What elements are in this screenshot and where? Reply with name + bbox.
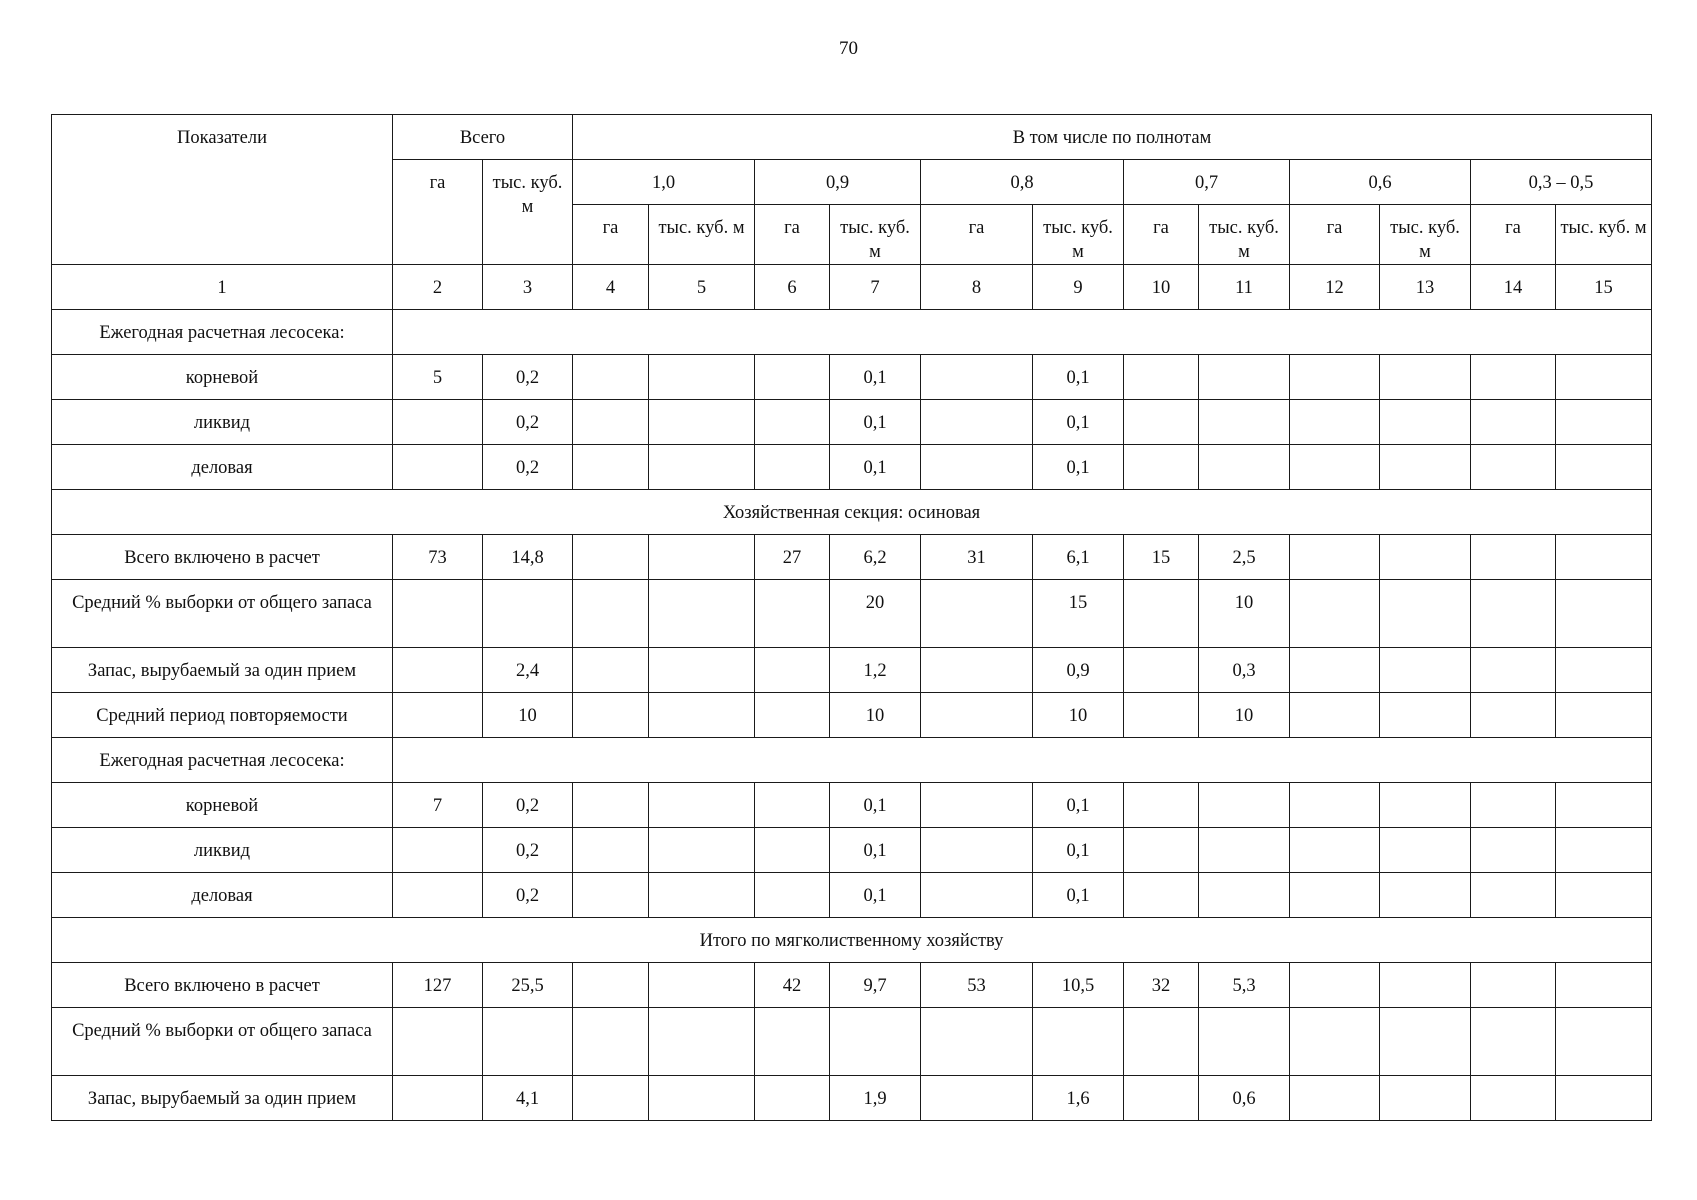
value-cell xyxy=(755,355,830,400)
value-cell xyxy=(1471,783,1556,828)
value-cell xyxy=(1556,1008,1652,1076)
header-total-volume: тыс. куб. м xyxy=(483,160,573,265)
table-row xyxy=(52,355,1652,400)
header-by-density: В том числе по полнотам xyxy=(573,115,1652,160)
value-cell xyxy=(1556,648,1652,693)
value-cell xyxy=(649,445,755,490)
value-cell xyxy=(755,580,830,648)
value-cell xyxy=(1471,445,1556,490)
value-cell: 2,4 xyxy=(483,648,573,693)
value-cell xyxy=(1556,783,1652,828)
value-cell xyxy=(1471,873,1556,918)
value-cell xyxy=(1033,1008,1124,1076)
column-number: 4 xyxy=(573,265,649,310)
table-row xyxy=(52,648,1652,693)
value-cell xyxy=(755,648,830,693)
value-cell xyxy=(393,580,483,648)
header-unit-volume: тыс. куб. м xyxy=(1556,205,1652,265)
table-row xyxy=(52,1076,1652,1121)
value-cell: 4,1 xyxy=(483,1076,573,1121)
value-cell xyxy=(483,1008,573,1076)
row-label: корневой xyxy=(52,783,393,828)
value-cell: 0,1 xyxy=(830,355,921,400)
value-cell xyxy=(573,873,649,918)
value-cell: 53 xyxy=(921,963,1033,1008)
value-cell xyxy=(573,400,649,445)
value-cell xyxy=(1556,580,1652,648)
value-cell xyxy=(1290,355,1380,400)
value-cell: 0,2 xyxy=(483,355,573,400)
value-cell xyxy=(1124,355,1199,400)
column-number: 7 xyxy=(830,265,921,310)
value-cell: 15 xyxy=(1033,580,1124,648)
header-total-ha: га xyxy=(393,160,483,265)
value-cell xyxy=(755,783,830,828)
header-density-0-3-0-5: 0,3 – 0,5 xyxy=(1471,160,1652,205)
value-cell: 10,5 xyxy=(1033,963,1124,1008)
value-cell xyxy=(649,873,755,918)
header-unit-ha: га xyxy=(1124,205,1199,265)
value-cell xyxy=(755,400,830,445)
value-cell xyxy=(1471,963,1556,1008)
value-cell: 0,1 xyxy=(830,445,921,490)
header-unit-ha: га xyxy=(755,205,830,265)
value-cell: 1,9 xyxy=(830,1076,921,1121)
value-cell: 10 xyxy=(483,693,573,738)
value-cell xyxy=(1199,873,1290,918)
value-cell xyxy=(1556,355,1652,400)
table-row xyxy=(52,918,1652,963)
value-cell xyxy=(1380,963,1471,1008)
value-cell xyxy=(1124,580,1199,648)
value-cell xyxy=(649,1076,755,1121)
value-cell xyxy=(1556,828,1652,873)
value-cell xyxy=(1124,1076,1199,1121)
value-cell xyxy=(393,400,483,445)
value-cell xyxy=(921,693,1033,738)
value-cell xyxy=(1471,1076,1556,1121)
value-cell xyxy=(573,648,649,693)
value-cell xyxy=(1290,783,1380,828)
value-cell xyxy=(1380,693,1471,738)
value-cell xyxy=(649,783,755,828)
value-cell xyxy=(1199,783,1290,828)
value-cell xyxy=(1471,580,1556,648)
value-cell: 127 xyxy=(393,963,483,1008)
column-number: 12 xyxy=(1290,265,1380,310)
table-row xyxy=(52,535,1652,580)
value-cell: 0,1 xyxy=(1033,783,1124,828)
value-cell: 20 xyxy=(830,580,921,648)
value-cell: 27 xyxy=(755,535,830,580)
value-cell: 15 xyxy=(1124,535,1199,580)
value-cell xyxy=(1556,873,1652,918)
header-unit-volume: тыс. куб. м xyxy=(1199,205,1290,265)
value-cell xyxy=(573,828,649,873)
value-cell: 0,2 xyxy=(483,783,573,828)
value-cell xyxy=(649,400,755,445)
value-cell xyxy=(1556,400,1652,445)
value-cell xyxy=(573,580,649,648)
column-number: 10 xyxy=(1124,265,1199,310)
value-cell: 0,2 xyxy=(483,400,573,445)
table-row xyxy=(52,580,1652,648)
header-unit-volume: тыс. куб. м xyxy=(1380,205,1471,265)
value-cell xyxy=(1471,400,1556,445)
header-density-0-9: 0,9 xyxy=(755,160,921,205)
value-cell xyxy=(1290,535,1380,580)
column-number: 1 xyxy=(52,265,393,310)
value-cell: 42 xyxy=(755,963,830,1008)
value-cell xyxy=(1199,400,1290,445)
column-number: 8 xyxy=(921,265,1033,310)
value-cell xyxy=(921,1008,1033,1076)
value-cell: 0,6 xyxy=(1199,1076,1290,1121)
value-cell xyxy=(921,445,1033,490)
value-cell: 2,5 xyxy=(1199,535,1290,580)
table-row xyxy=(52,1008,1652,1076)
value-cell: 0,1 xyxy=(830,400,921,445)
row-label: Средний % выборки от общего запаса xyxy=(52,1008,393,1076)
column-number: 11 xyxy=(1199,265,1290,310)
forest-density-table xyxy=(51,114,1652,1121)
value-cell xyxy=(1380,873,1471,918)
value-cell xyxy=(1124,783,1199,828)
value-cell xyxy=(649,693,755,738)
value-cell xyxy=(1290,400,1380,445)
table-row xyxy=(52,828,1652,873)
row-label: Запас, вырубаемый за один прием xyxy=(52,648,393,693)
value-cell xyxy=(1124,873,1199,918)
row-label: Ежегодная расчетная лесосека: xyxy=(52,738,393,783)
value-cell xyxy=(1290,873,1380,918)
value-cell xyxy=(649,580,755,648)
value-cell xyxy=(1124,648,1199,693)
header-indicators: Показатели xyxy=(52,115,393,265)
value-cell xyxy=(1124,400,1199,445)
value-cell: 25,5 xyxy=(483,963,573,1008)
value-cell xyxy=(1471,1008,1556,1076)
row-label: ликвид xyxy=(52,828,393,873)
column-number: 13 xyxy=(1380,265,1471,310)
value-cell xyxy=(573,445,649,490)
empty-span-cell xyxy=(393,738,1652,783)
value-cell xyxy=(1380,355,1471,400)
value-cell: 0,9 xyxy=(1033,648,1124,693)
row-label: Ежегодная расчетная лесосека: xyxy=(52,310,393,355)
header-unit-volume: тыс. куб. м xyxy=(1033,205,1124,265)
header-unit-volume: тыс. куб. м xyxy=(649,205,755,265)
value-cell xyxy=(1380,1076,1471,1121)
value-cell xyxy=(573,355,649,400)
value-cell xyxy=(1471,693,1556,738)
value-cell xyxy=(1199,1008,1290,1076)
table-row xyxy=(52,783,1652,828)
value-cell: 9,7 xyxy=(830,963,921,1008)
section-heading: Хозяйственная секция: осиновая xyxy=(52,490,1652,535)
value-cell xyxy=(573,1076,649,1121)
value-cell xyxy=(1380,1008,1471,1076)
value-cell: 31 xyxy=(921,535,1033,580)
value-cell: 1,6 xyxy=(1033,1076,1124,1121)
value-cell: 73 xyxy=(393,535,483,580)
value-cell xyxy=(649,963,755,1008)
value-cell xyxy=(393,1076,483,1121)
value-cell: 0,2 xyxy=(483,873,573,918)
table-row xyxy=(52,873,1652,918)
value-cell xyxy=(921,1076,1033,1121)
header-unit-ha: га xyxy=(921,205,1033,265)
row-label: Средний период повторяемости xyxy=(52,693,393,738)
value-cell xyxy=(1124,1008,1199,1076)
value-cell xyxy=(1556,963,1652,1008)
value-cell: 0,2 xyxy=(483,445,573,490)
value-cell xyxy=(755,693,830,738)
value-cell xyxy=(755,1076,830,1121)
value-cell xyxy=(1290,445,1380,490)
value-cell xyxy=(1556,693,1652,738)
value-cell xyxy=(649,1008,755,1076)
header-unit-volume: тыс. куб. м xyxy=(830,205,921,265)
value-cell xyxy=(573,693,649,738)
value-cell xyxy=(921,648,1033,693)
value-cell xyxy=(1556,1076,1652,1121)
value-cell xyxy=(1556,445,1652,490)
value-cell xyxy=(1556,535,1652,580)
value-cell xyxy=(921,783,1033,828)
table-row xyxy=(52,490,1652,535)
value-cell: 10 xyxy=(1033,693,1124,738)
value-cell xyxy=(1290,1076,1380,1121)
row-label: деловая xyxy=(52,873,393,918)
value-cell xyxy=(921,400,1033,445)
value-cell xyxy=(1290,693,1380,738)
value-cell: 5,3 xyxy=(1199,963,1290,1008)
value-cell xyxy=(393,1008,483,1076)
value-cell: 0,1 xyxy=(830,873,921,918)
header-density-0-7: 0,7 xyxy=(1124,160,1290,205)
table-row xyxy=(52,738,1652,783)
value-cell xyxy=(573,963,649,1008)
header-total: Всего xyxy=(393,115,573,160)
value-cell: 0,1 xyxy=(830,828,921,873)
header-density-0-6: 0,6 xyxy=(1290,160,1471,205)
value-cell xyxy=(1199,828,1290,873)
table-row xyxy=(52,445,1652,490)
value-cell xyxy=(573,535,649,580)
column-number: 3 xyxy=(483,265,573,310)
value-cell xyxy=(1290,648,1380,693)
section-heading: Итого по мягколиственному хозяйству xyxy=(52,918,1652,963)
value-cell xyxy=(755,1008,830,1076)
value-cell xyxy=(755,873,830,918)
header-density-0-8: 0,8 xyxy=(921,160,1124,205)
value-cell xyxy=(1199,355,1290,400)
column-number: 9 xyxy=(1033,265,1124,310)
value-cell: 7 xyxy=(393,783,483,828)
value-cell: 10 xyxy=(830,693,921,738)
value-cell xyxy=(1471,535,1556,580)
row-label: Всего включено в расчет xyxy=(52,535,393,580)
value-cell xyxy=(1380,445,1471,490)
value-cell xyxy=(1380,783,1471,828)
value-cell: 6,2 xyxy=(830,535,921,580)
table-row xyxy=(52,693,1652,738)
empty-span-cell xyxy=(393,310,1652,355)
table-row xyxy=(52,963,1652,1008)
value-cell xyxy=(1290,580,1380,648)
value-cell xyxy=(393,648,483,693)
value-cell xyxy=(1471,828,1556,873)
value-cell xyxy=(649,648,755,693)
value-cell xyxy=(1471,648,1556,693)
column-number: 5 xyxy=(649,265,755,310)
value-cell: 0,1 xyxy=(1033,355,1124,400)
value-cell: 14,8 xyxy=(483,535,573,580)
row-label: деловая xyxy=(52,445,393,490)
value-cell: 1,2 xyxy=(830,648,921,693)
value-cell xyxy=(1124,828,1199,873)
row-label: корневой xyxy=(52,355,393,400)
table-row xyxy=(52,310,1652,355)
value-cell: 0,1 xyxy=(830,783,921,828)
value-cell xyxy=(1380,535,1471,580)
value-cell xyxy=(1124,445,1199,490)
value-cell xyxy=(393,828,483,873)
value-cell xyxy=(921,873,1033,918)
value-cell xyxy=(1380,828,1471,873)
column-number: 2 xyxy=(393,265,483,310)
value-cell xyxy=(830,1008,921,1076)
value-cell xyxy=(649,828,755,873)
row-label: Запас, вырубаемый за один прием xyxy=(52,1076,393,1121)
column-number: 15 xyxy=(1556,265,1652,310)
value-cell: 10 xyxy=(1199,580,1290,648)
column-number: 14 xyxy=(1471,265,1556,310)
header-unit-ha: га xyxy=(1471,205,1556,265)
value-cell xyxy=(393,873,483,918)
value-cell xyxy=(483,580,573,648)
value-cell xyxy=(1471,355,1556,400)
value-cell xyxy=(921,355,1033,400)
table-row xyxy=(52,400,1652,445)
value-cell xyxy=(1290,1008,1380,1076)
value-cell: 0,1 xyxy=(1033,445,1124,490)
value-cell xyxy=(1124,693,1199,738)
value-cell xyxy=(1380,580,1471,648)
value-cell: 10 xyxy=(1199,693,1290,738)
value-cell xyxy=(573,1008,649,1076)
value-cell xyxy=(1199,445,1290,490)
value-cell: 0,1 xyxy=(1033,873,1124,918)
value-cell xyxy=(649,355,755,400)
value-cell: 32 xyxy=(1124,963,1199,1008)
value-cell xyxy=(1290,963,1380,1008)
value-cell xyxy=(1380,400,1471,445)
row-label: ликвид xyxy=(52,400,393,445)
value-cell: 0,2 xyxy=(483,828,573,873)
row-label: Средний % выборки от общего запаса xyxy=(52,580,393,648)
value-cell: 5 xyxy=(393,355,483,400)
value-cell: 0,1 xyxy=(1033,828,1124,873)
header-unit-ha: га xyxy=(1290,205,1380,265)
value-cell: 0,1 xyxy=(1033,400,1124,445)
value-cell xyxy=(393,693,483,738)
value-cell xyxy=(755,828,830,873)
value-cell xyxy=(1380,648,1471,693)
column-number: 6 xyxy=(755,265,830,310)
header-unit-ha: га xyxy=(573,205,649,265)
value-cell xyxy=(921,580,1033,648)
value-cell xyxy=(1290,828,1380,873)
value-cell xyxy=(393,445,483,490)
value-cell xyxy=(573,783,649,828)
page-number: 70 xyxy=(839,38,858,59)
value-cell: 0,3 xyxy=(1199,648,1290,693)
value-cell: 6,1 xyxy=(1033,535,1124,580)
row-label: Всего включено в расчет xyxy=(52,963,393,1008)
value-cell xyxy=(921,828,1033,873)
value-cell xyxy=(649,535,755,580)
header-density-1-0: 1,0 xyxy=(573,160,755,205)
value-cell xyxy=(755,445,830,490)
